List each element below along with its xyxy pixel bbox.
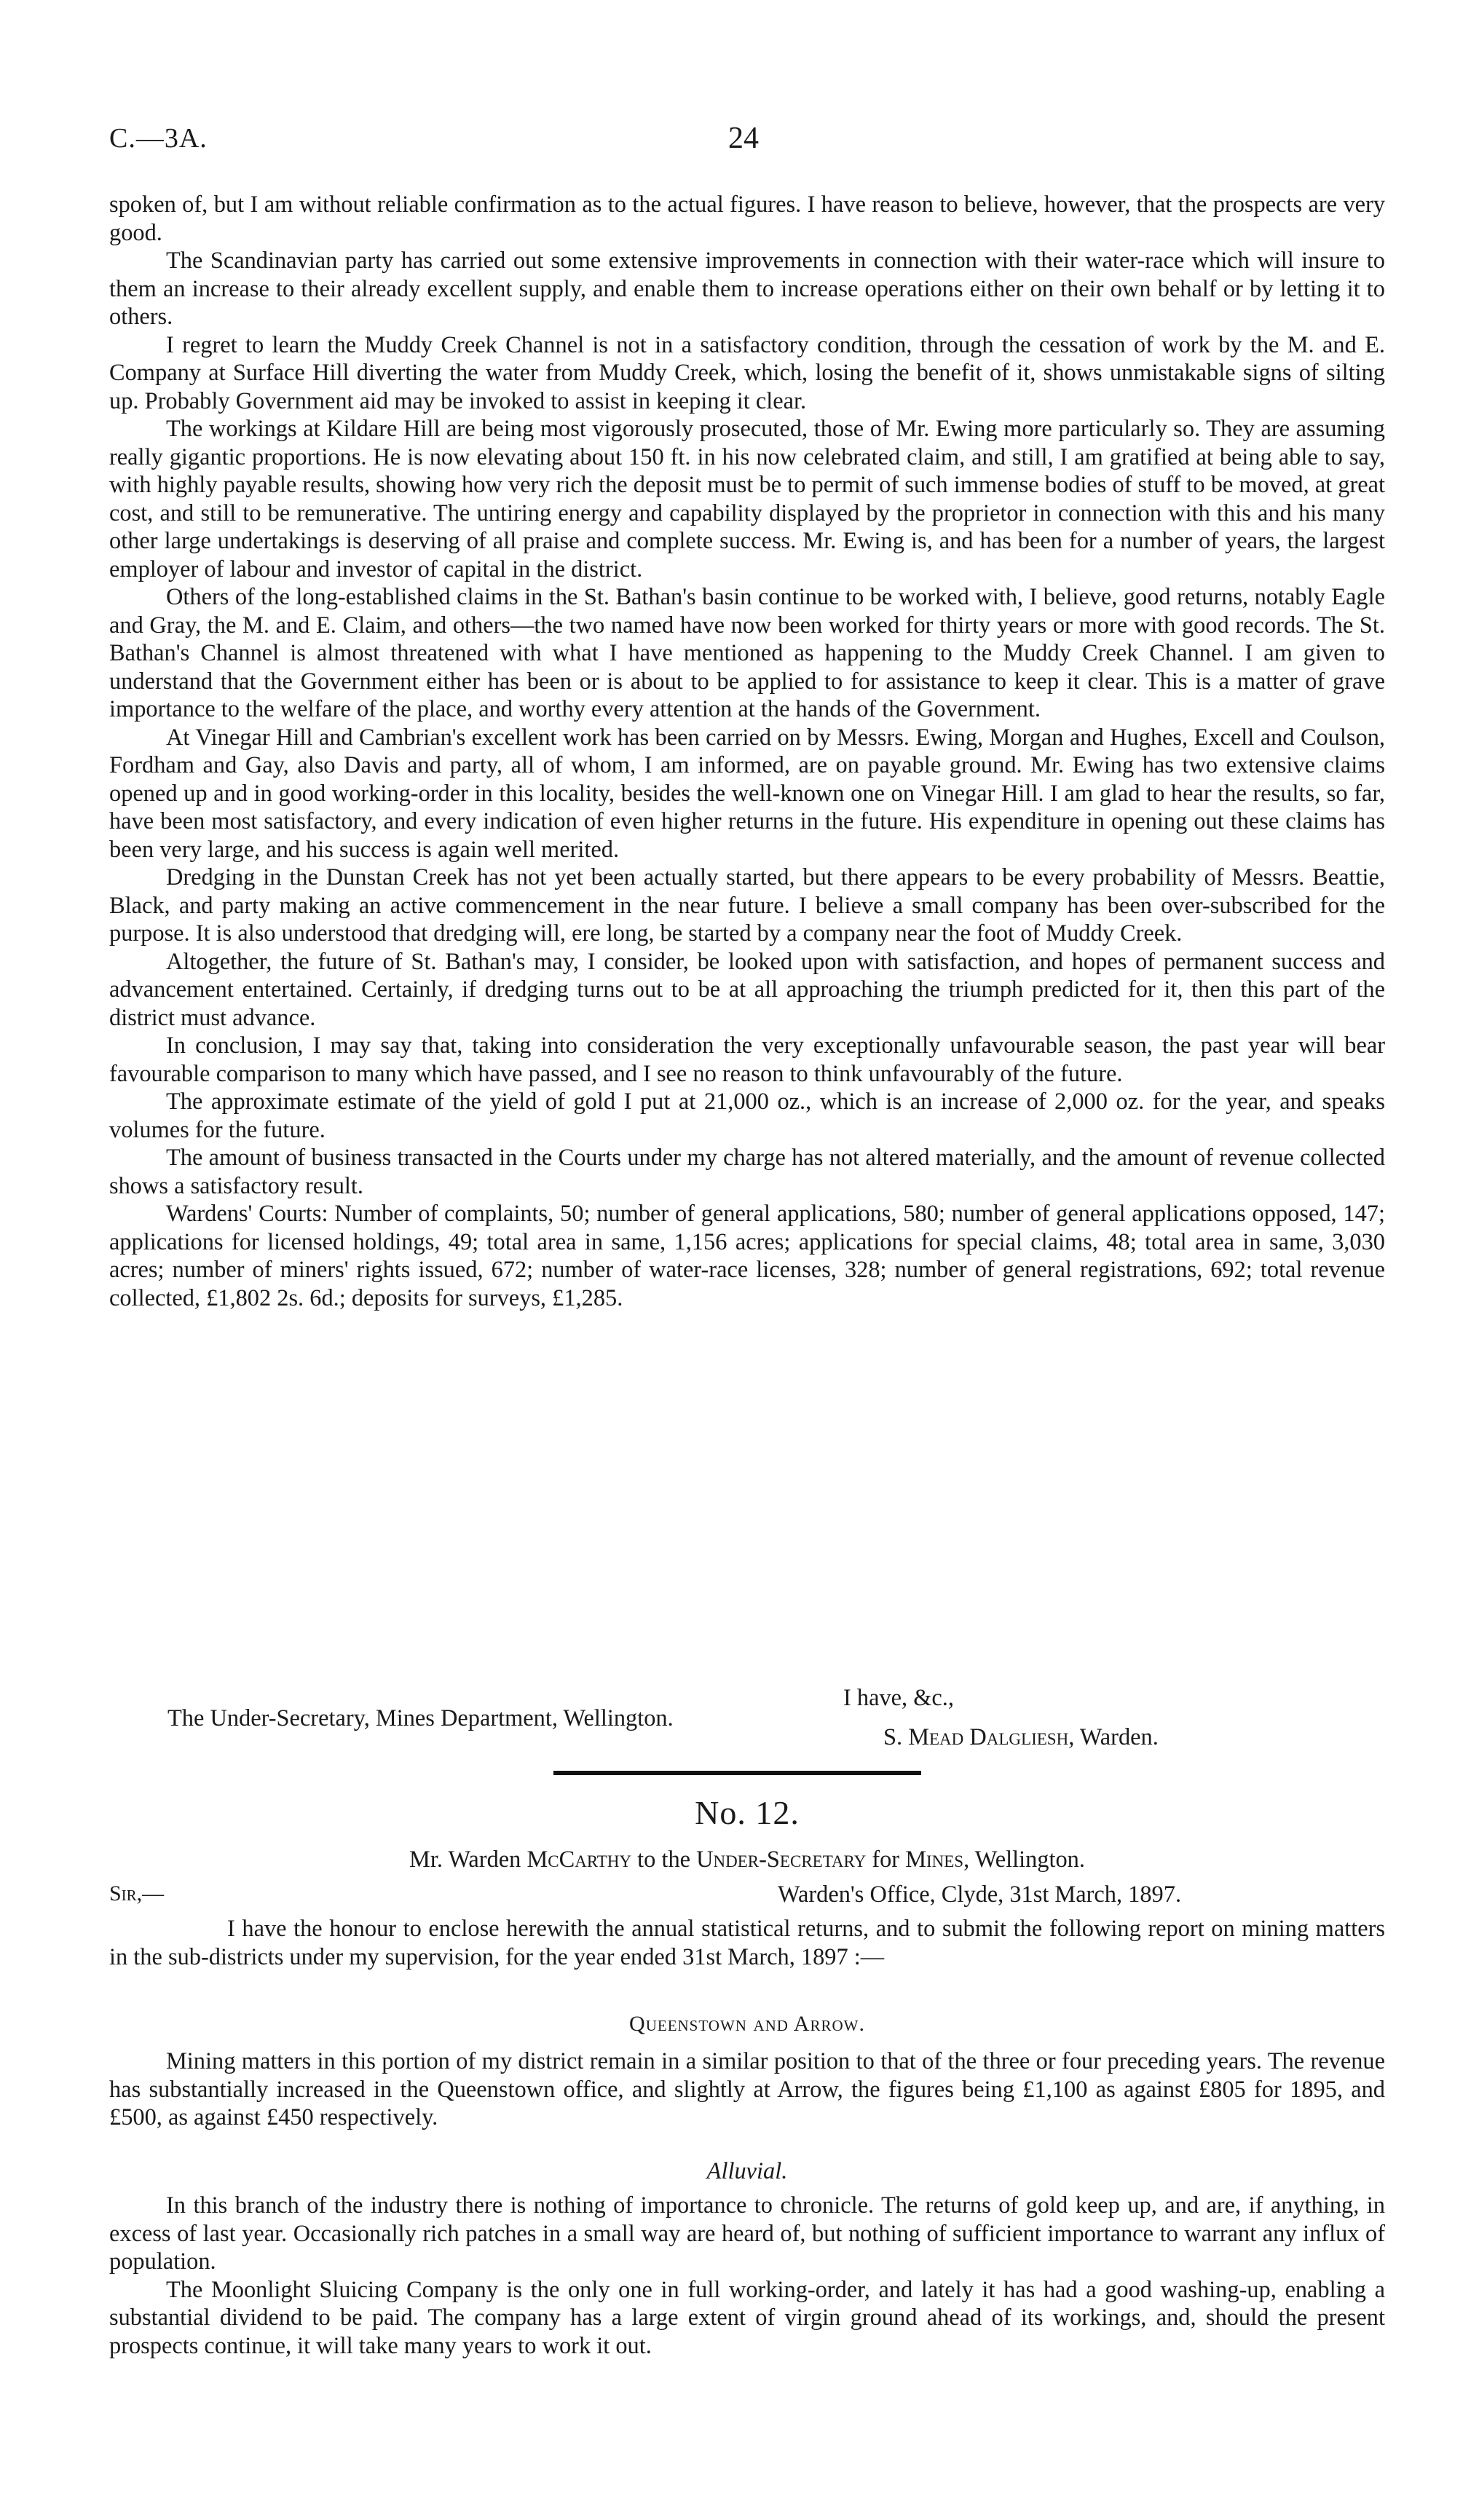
salutation: Sir,— — [109, 1881, 165, 1905]
paragraph: I have the honour to enclose herewith the annual statistical returns, and to submit the following report on mining matters in the sub-districts under my supervision, for the year ended 31st March, 1897 :— — [109, 1916, 1385, 1970]
paragraph: The approximate estimate of the yield of gold I put at 21,000 oz., which is an increase of 2,000 oz. for the year, and speaks volumes for the future. — [109, 1089, 1385, 1143]
paragraph: The amount of business transacted in the Courts under my charge has not altered materially, and the amount of revenue collected shows a satisfactory result. — [109, 1145, 1385, 1199]
paragraph: The Moonlight Sluicing Company is the only one in full working-order, and lately it has had a good washing-up, enabling a substantial dividend to be paid. The company has a large extent of virgin ground ahead of its workings, and, should the present prospects continue, it will take many years to work it out. — [109, 2276, 1385, 2359]
section-heading-alluvial: Alluvial. — [706, 2158, 788, 2184]
queenstown-section — [109, 2047, 1385, 2132]
closing-formula: I have, &c., — [843, 1685, 954, 1711]
letter-heading-recipient: Under-Secretary — [696, 1846, 867, 1873]
letter-dateline: Warden's Office, Clyde, 31st March, 1897. — [778, 1881, 1182, 1908]
paragraph: Dredging in the Dunstan Creek has not yet been actually started, but there appears to be every probability of Messrs. Beattie, Black, and party making an active commencement in the near future. I believe a small company has been over-subscribed for the purpose. It is also understood that dredging will, ere long, be started by a company near the foot of Muddy Creek. — [109, 864, 1385, 947]
section-heading-queenstown: Queenstown and Arrow. — [629, 2012, 865, 2036]
paragraph: spoken of, but I am without reliable confirmation as to the actual figures. I have reason to believe, however, that the prospects are very good. — [109, 191, 1385, 246]
paragraph: Others of the long-established claims in the St. Bathan's basin continue to be worked with, I believe, good returns, notably Eagle and Gray, the M. and E. Claim, and others—the two named have now been worked for thirty years or more with good records. The St. Bathan's Channel is almost threatened with what I have mentioned as happening to the Muddy Creek Channel. I am given to understand that the Government either has been or is about to be applied to for assistance to keep it clear. This is a matter of grave importance to the welfare of the place, and worthy every attention at the hands of the Government. — [109, 584, 1385, 722]
letter-heading-sender: McCarthy — [526, 1846, 632, 1873]
signature-name: S. Mead Dalgliesh — [883, 1724, 1069, 1750]
paragraph: Mining matters in this portion of my district remain in a similar position to that of the three or four preceding years. The revenue has substantially increased in the Queenstown office, and slightly at Arrow, the figures being £1,100 as against £805 for 1895, and £500, as against £450 respectively. — [109, 2048, 1385, 2130]
signature — [883, 1724, 1159, 1751]
letter-heading — [109, 1846, 1385, 1873]
paragraph: Wardens' Courts: Number of complaints, 50; number of general applications, 580; number of general applications opposed, 147; applications for licensed holdings, 49; total area in same, 1,156 acres; applications for special claims, 48; total area in same, 3,030 acres; number of miners' rights issued, 672; number of water-race licenses, 328; number of general registrations, 692; total revenue collected, £1,802 2s. 6d.; deposits for surveys, £1,285. — [109, 1201, 1385, 1311]
paragraph: The workings at Kildare Hill are being most vigorously prosecuted, those of Mr. Ewing more particularly so. They are assuming really gigantic proportions. He is now elevating about 150 ft. in his now celebrated claim, and still, I am gratified at being able to say, with highly payable results, showing how very rich the deposit must be to permit of such immense bodies of stuff to be moved, at great cost, and still to be remunerative. The untiring energy and capability displayed by the proprietor in connection with this and his many other large undertakings is deserving of all praise and complete success. Mr. Ewing is, and has been for a number of years, the largest employer of labour and investor of capital in the district. — [109, 416, 1385, 582]
paragraph: The Scandinavian party has carried out some extensive improvements in connection with their water-race which will insure to them an increase to their already excellent supply, and enable them to increase operations either on their own behalf or by letting it to others. — [109, 248, 1385, 330]
paragraph: At Vinegar Hill and Cambrian's excellent work has been carried on by Messrs. Ewing, Morgan and Hughes, Excell and Coulson, Fordham and Gay, also Davis and party, all of whom, I am informed, are on payable ground. Mr. Ewing has two extensive claims opened up and in good working-order in this locality, besides the well-known one on Vinegar Hill. I am glad to hear the results, so far, have been most satisfactory, and every indication of even higher returns in the future. His expenditure in opening out these claims has been very large, and his success is again well merited. — [109, 724, 1385, 863]
report-body — [109, 191, 1385, 1312]
letter-heading-prefix: Mr. Warden — [409, 1846, 527, 1873]
letter-heading-department: Mines — [905, 1846, 964, 1873]
signature-title: , Warden. — [1068, 1724, 1159, 1750]
paragraph: In conclusion, I may say that, taking into consideration the very exceptionally unfavourable season, the past year will bear favourable comparison to many which have passed, and I see no reason to think unfavourably of the future. — [109, 1032, 1385, 1087]
page-number: 24 — [728, 122, 759, 155]
letter-heading-connector: to the — [631, 1846, 697, 1873]
paragraph: I regret to learn the Muddy Creek Channel is not in a satisfactory condition, through the cessation of work by the M. and E. Company at Surface Hill diverting the water from Muddy Creek, which, losing the benefit of it, shows unmistakable signs of silting up. Probably Government aid may be invoked to assist in keeping it clear. — [109, 331, 1385, 414]
paragraph: Altogether, the future of St. Bathan's may, I consider, be looked upon with satisfaction, and hopes of permanent success and advancement entertained. Certainly, if dredging turns out to be at all approaching the triumph predicted for it, then this part of the district must advance. — [109, 948, 1385, 1031]
document-reference: C.—3A. — [109, 123, 208, 154]
letter-heading-for: for — [866, 1846, 906, 1873]
alluvial-section — [109, 2192, 1385, 2360]
letter-number-heading: No. 12. — [695, 1794, 800, 1831]
letter-heading-suffix: , Wellington. — [963, 1846, 1085, 1873]
section-divider — [553, 1771, 921, 1775]
letter-intro — [109, 1915, 1385, 1971]
addressee: The Under-Secretary, Mines Department, Wellington. — [167, 1705, 674, 1731]
paragraph: In this branch of the industry there is nothing of importance to chronicle. The returns of gold keep up, and are, if anything, in excess of last year. Occasionally rich patches in a small way are heard of, but nothing of sufficient importance to warrant any influx of population. — [109, 2192, 1385, 2275]
